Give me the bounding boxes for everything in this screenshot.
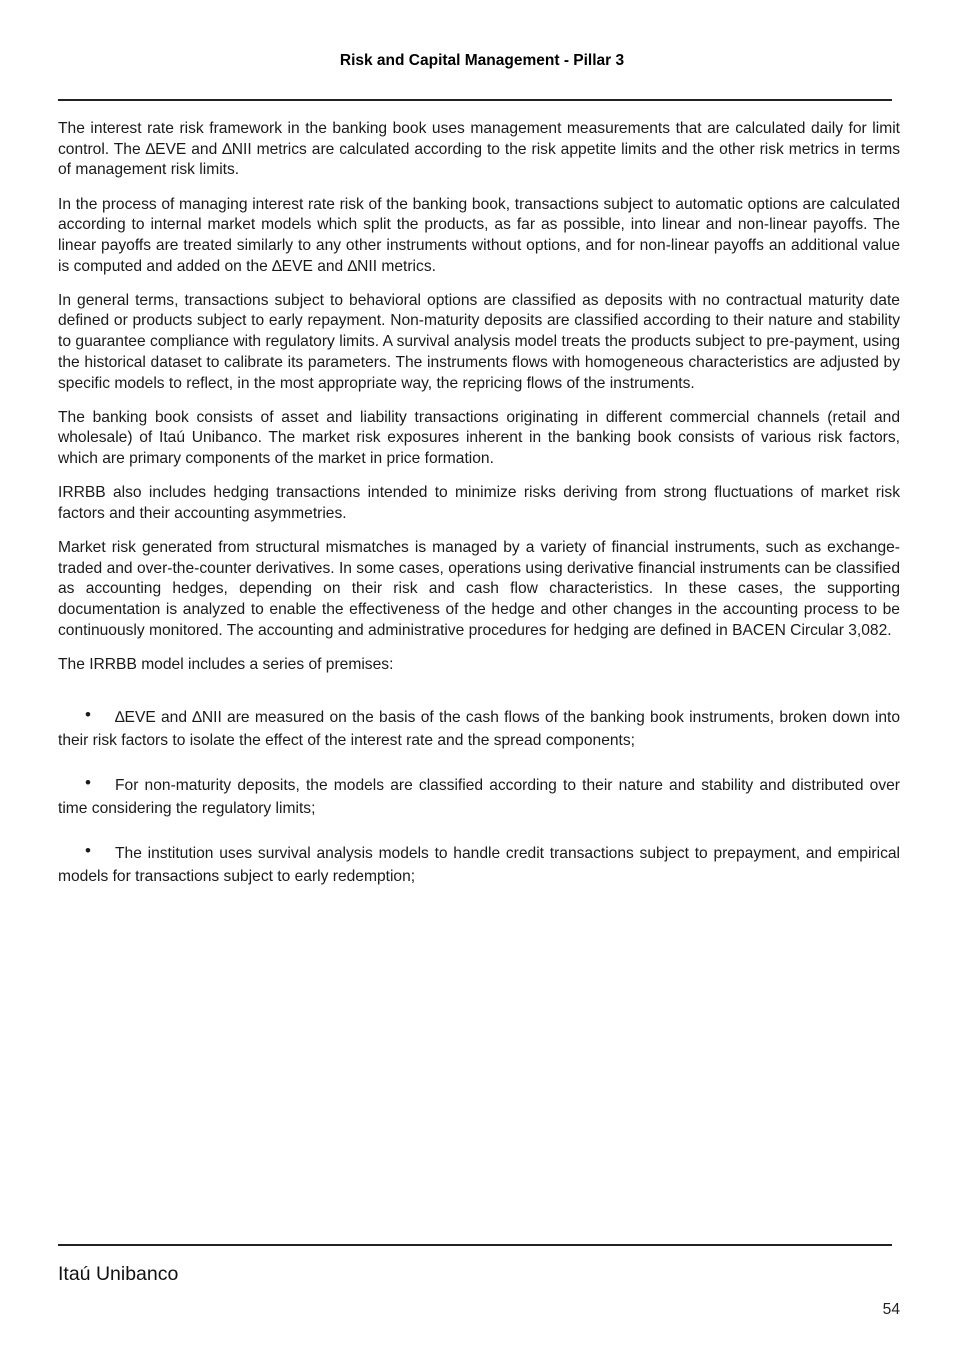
bullet-icon: • [85, 840, 91, 860]
document-body [58, 119, 900, 907]
paragraph-automatic-options: In the process of managing interest rate risk of the banking book, transactions subject to automatic options are calculated according to internal market models which split the products, as far as possible, into linear and non-linear payoffs. The linear payoffs are treated similarly to any other instruments without options, and for non-linear payoffs an additional value is computed and added on the ∆EVE and ∆NII metrics. [58, 195, 900, 275]
paragraph-hedging: IRRBB also includes hedging transactions intended to minimize risks deriving from strong fluctuations of market risk factors and their accounting asymmetries. [58, 484, 900, 522]
list-item [58, 839, 900, 888]
footer-divider [58, 1244, 892, 1246]
bullet-icon: • [85, 772, 91, 792]
list-item [58, 771, 900, 820]
footer-company-name: Itaú Unibanco [58, 1263, 179, 1285]
list-item-text: For non-maturity deposits, the models are classified according to their nature and stability and distributed over time considering the regulatory limits; [58, 776, 900, 817]
header-divider [58, 99, 892, 101]
list-item-text: The institution uses survival analysis models to handle credit transactions subject to prepayment, and empirical models for transactions subject to early redemption; [58, 844, 900, 885]
paragraph-structural-mismatches: Market risk generated from structural mismatches is managed by a variety of financial instruments, such as exchange-traded and over-the-counter derivatives. In some cases, operations using derivative financial instruments can be classified as accounting hedges, depending on their risk and cash flow characteristics. In these cases, the supporting documentation is analyzed to enable the effectiveness of the hedge and other changes in the accounting process to be continuously monitored. The accounting and administrative procedures for hedging are defined in BACEN Circular 3,082. [58, 538, 900, 639]
page-number: 54 [882, 1301, 900, 1318]
paragraph-model-premises: The IRRBB model includes a series of premises: [58, 655, 394, 673]
bullet-icon: • [85, 704, 91, 724]
premises-list [58, 703, 900, 888]
paragraph-banking-book: The banking book consists of asset and liability transactions originating in different commercial channels (retail and wholesale) of Itaú Unibanco. The market risk exposures inherent in the banking book consists of various risk factors, which are primary components of the market in price formation. [58, 408, 900, 468]
paragraph-behavioral-options: In general terms, transactions subject to behavioral options are classified as deposits with no contractual maturity date defined or products subject to early repayment. Non-maturity deposits are classified according to their nature and stability to guarantee compliance with regulatory limits. A survival analysis model treats the products subject to pre-payment, using the historical dataset to calibrate its parameters. The instruments flows with homogeneous characteristics are adjusted by specific models to reflect, in the most appropriate way, the repricing flows of the instruments. [58, 291, 900, 392]
list-item [58, 703, 900, 752]
list-item-text: ∆EVE and ∆NII are measured on the basis of the cash flows of the banking book instruments, broken down into their risk factors to isolate the effect of the interest rate and the spread components; [58, 708, 900, 749]
paragraph-irr-framework: The interest rate risk framework in the banking book uses management measurements that are calculated daily for limit control. The ∆EVE and ∆NII metrics are calculated according to the risk appetite limits and the other risk metrics in terms of management risk limits. [58, 120, 900, 179]
page-header-title: Risk and Capital Management - Pillar 3 [339, 52, 625, 69]
